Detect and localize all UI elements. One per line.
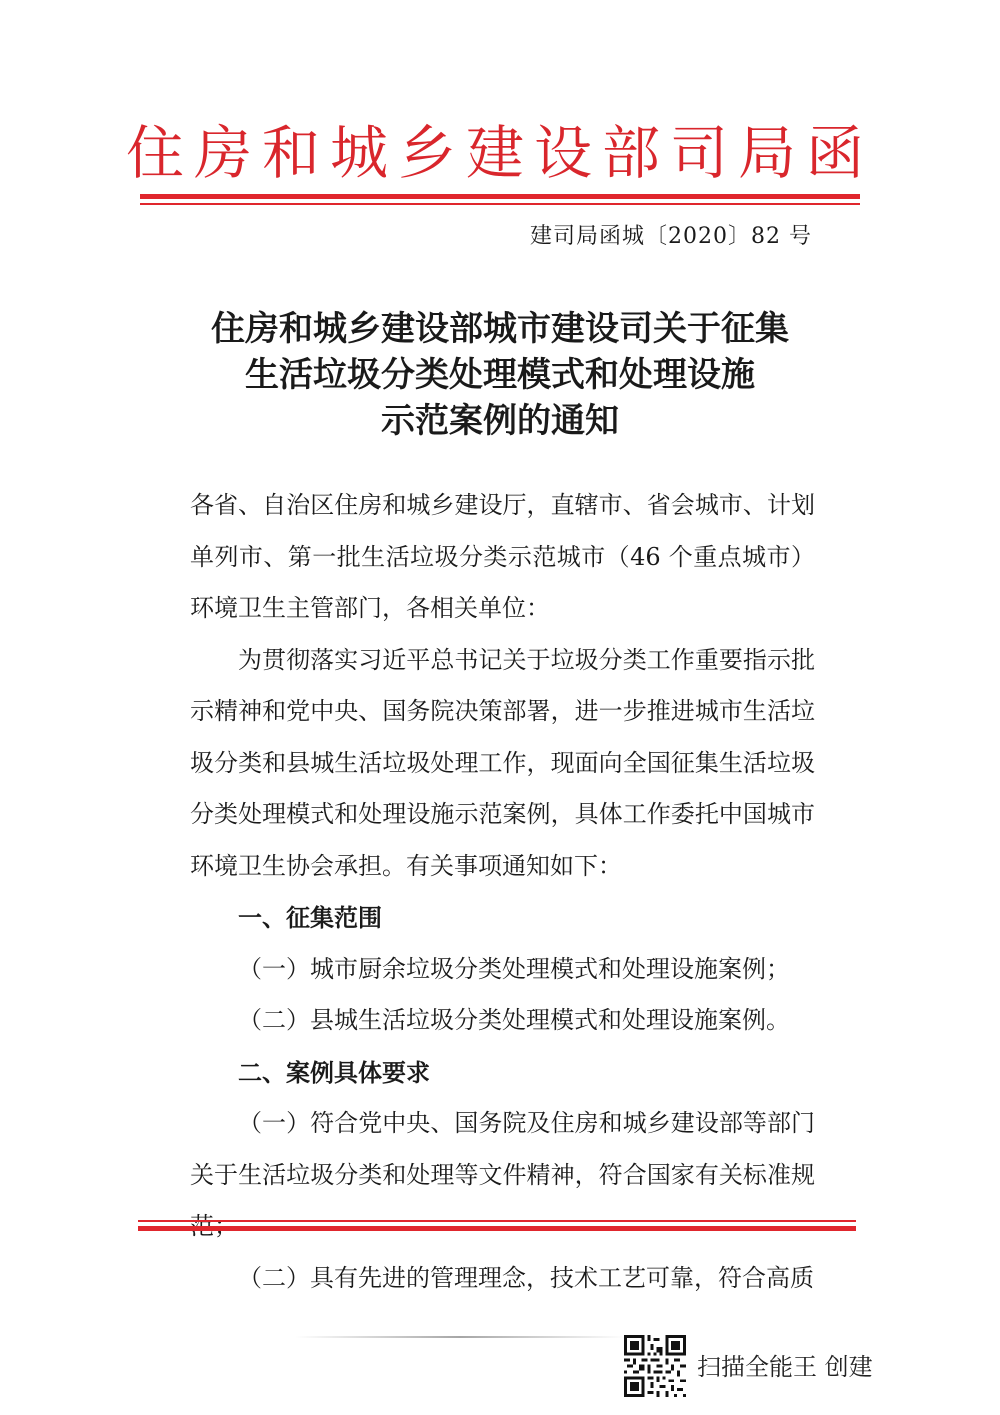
title-line: 示范案例的通知 <box>381 401 619 441</box>
letterhead-rule-thin <box>140 203 860 205</box>
section-item: （一）城市厨余垃圾分类处理模式和处理设施案例； <box>238 954 790 983</box>
section-heading: 一、征集范围 <box>238 903 382 932</box>
document-title <box>0 306 1000 444</box>
title-line: 生活垃圾分类处理模式和处理设施 <box>245 355 755 395</box>
letterhead-title: 住房和城乡建设部司局函 <box>125 119 874 187</box>
document-body <box>190 480 815 1304</box>
letterhead-rule-thick <box>140 194 860 199</box>
section-item: （二）县城生活垃圾分类处理模式和处理设施案例。 <box>238 1006 790 1034</box>
section-heading: 二、案例具体要求 <box>238 1057 430 1087</box>
document-number: 建司局函城〔2020〕82 号 <box>530 224 812 249</box>
intro-paragraph: 为贯彻落实习近平总书记关于垃圾分类工作重要指示批示精神和党中央、国务院决策部署，进一步推进城市生活垃圾分类和县城生活垃圾处理工作，现面向全国征集生活垃圾分类处理模式和处理设施示范案例，具体工作委托中国城市环境卫生协会承担。有关事项通知如下： <box>190 645 815 880</box>
scanner-watermark: 扫描全能王 创建 <box>697 1353 873 1381</box>
addressee: 各省、自治区住房和城乡建设厅，直辖市、省会城市、计划单列市、第一批生活垃圾分类示范城市（46 个重点城市）环境卫生主管部门，各相关单位： <box>190 491 815 622</box>
qr-code-icon <box>624 1335 686 1397</box>
footer-rule-thick <box>138 1226 856 1231</box>
section-item: （一）符合党中央、国务院及住房和城乡建设部等部门关于生活垃圾分类和处理等文件精神，符合国家有关标准规 <box>190 1109 815 1189</box>
scan-edge-line <box>295 1336 625 1338</box>
section-item: （二）具有先进的管理理念，技术工艺可靠，符合高质 <box>238 1263 814 1292</box>
title-line: 住房和城乡建设部城市建设司关于征集 <box>211 309 789 349</box>
footer-rule-thin <box>138 1220 856 1222</box>
